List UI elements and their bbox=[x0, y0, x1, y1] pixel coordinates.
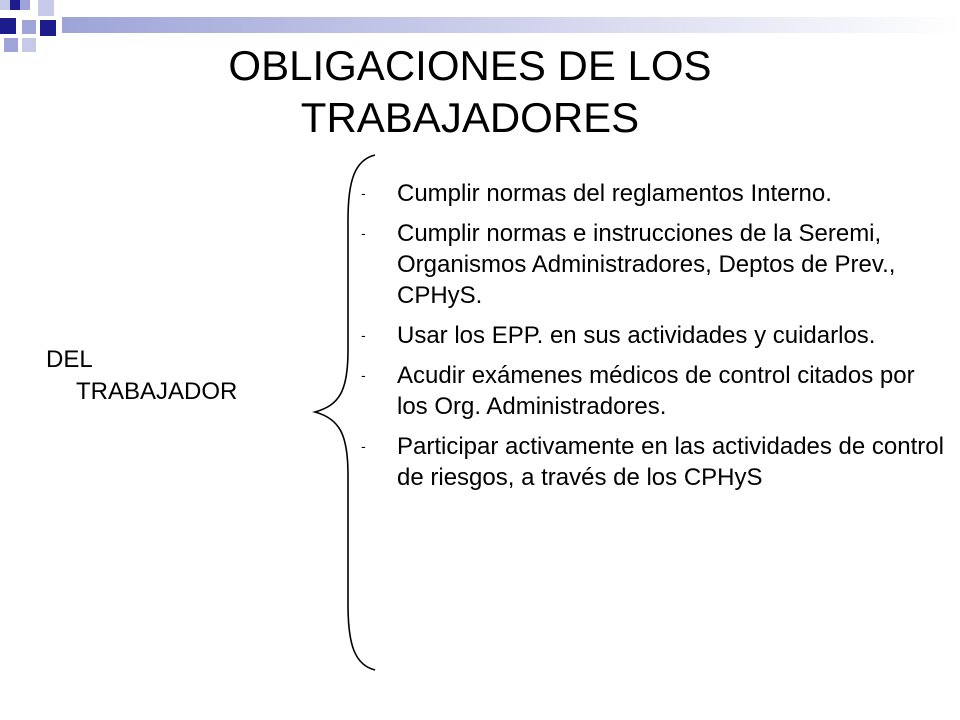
bullet-dash: - bbox=[361, 438, 366, 454]
header-gradient-bar bbox=[62, 17, 960, 33]
list-item-text: Participar activamente en las actividades de control de riesgos, a través de los CPHyS bbox=[397, 433, 944, 491]
bullet-dash: - bbox=[361, 185, 366, 201]
deco-square bbox=[20, 0, 30, 10]
deco-square bbox=[38, 0, 54, 16]
list-item-text: Usar los EPP. en sus actividades y cuidarlos. bbox=[397, 322, 876, 349]
deco-square bbox=[0, 0, 10, 10]
list-item-text: Acudir exámenes médicos de control citados por los Org. Administradores. bbox=[397, 362, 915, 420]
bullet-dash: - bbox=[361, 225, 366, 241]
bullet-dash: - bbox=[361, 327, 366, 343]
deco-square bbox=[4, 38, 18, 52]
deco-square bbox=[40, 20, 56, 36]
obligations-list bbox=[360, 178, 950, 502]
list-item bbox=[360, 320, 950, 351]
list-item bbox=[360, 431, 950, 493]
side-label-line-1: DEL bbox=[46, 346, 93, 373]
list-item bbox=[360, 218, 950, 311]
list-item bbox=[360, 360, 950, 422]
slide-title: OBLIGACIONES DE LOS TRABAJADORES bbox=[228, 42, 712, 141]
list-item-text: Cumplir normas del reglamentos Interno. bbox=[397, 180, 832, 207]
deco-square bbox=[0, 18, 16, 34]
list-item bbox=[360, 178, 950, 209]
deco-square bbox=[22, 38, 36, 52]
deco-square bbox=[10, 0, 20, 10]
deco-square bbox=[22, 20, 36, 34]
bullet-dash: - bbox=[361, 367, 366, 383]
list-item-text: Cumplir normas e instrucciones de la Seremi, Organismos Administradores, Deptos de Prev., CPHyS. bbox=[397, 220, 896, 309]
side-label-line-2: TRABAJADOR bbox=[76, 378, 238, 405]
side-label bbox=[46, 344, 296, 408]
